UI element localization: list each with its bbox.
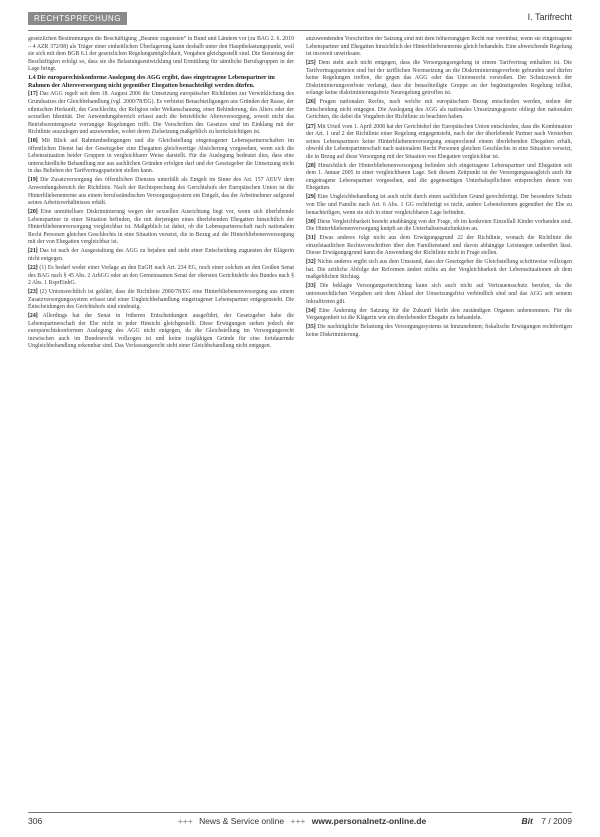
paragraph	[306, 36, 572, 59]
paragraph	[306, 194, 572, 217]
paragraph-number: [29]	[306, 194, 316, 201]
paragraph-number: [33]	[306, 283, 316, 290]
right-column	[306, 36, 572, 808]
paragraph-number: [27]	[306, 123, 316, 130]
paragraph	[28, 177, 294, 207]
paragraph-text: Nichts anderes ergibt sich aus dem Umstand, dass der Gesetzgeber die Gleichstellung schrittweise vollzogen hat. Die zeitliche Abfolge der Reformen ändert nichts an der Vergleichbarkeit der Lebenssituationen ab dem maßgeblichen Stichtag.	[306, 259, 572, 281]
paragraph-number: [19]	[28, 177, 38, 184]
paragraph	[306, 235, 572, 258]
paragraph	[306, 60, 572, 98]
footer-divider	[28, 812, 572, 813]
header-divider	[28, 30, 572, 31]
section-title: I. Tarifrecht	[527, 12, 572, 22]
paragraph-number: [32]	[306, 259, 316, 266]
paragraph-number: [28]	[306, 162, 316, 169]
paragraph-text: anzuwendenden Vorschriften der Satzung sind mit dem höherrangigen Recht nur vereinbar, wenn sie eingetragene Lebenspartner und Ehegatten hinsichtlich der Hinterbliebenenrente gleich behandeln. Eine abweichende Regelung ist insoweit unwirksam.	[306, 36, 572, 58]
paragraph	[306, 283, 572, 306]
paragraph	[28, 138, 294, 176]
footer-news-label: News & Service online	[199, 816, 285, 826]
paragraph	[28, 36, 294, 74]
paragraph	[306, 324, 572, 339]
paragraph-number: [21]	[28, 248, 38, 255]
footer-url-link[interactable]: www.personalnetz-online.de	[311, 816, 427, 826]
paragraph-text: Dem steht auch nicht entgegen, dass die Versorgungsregelung in einem Tarifvertrag enthalten ist. Die Tarifvertragsparteien sind bei der tariflichen Normsetzung an die Diskriminierungsverbote gebunden und dürfen keine Regelungen treffen, die gegen das AGG oder das Unionsrecht verstoßen. Der Schutzzweck der Diskriminierungsverbote verlangt, dass die benachteiligte Gruppe an der begünstigenden Regelung teilhat, solange keine diskriminierungsfreie Neuregelung getroffen ist.	[306, 60, 572, 97]
paragraph-number: [17]	[28, 91, 38, 98]
paragraph-number: [18]	[28, 138, 38, 145]
paragraph	[28, 91, 294, 136]
paragraph-number: [30]	[306, 218, 316, 225]
paragraph-text: Eine Änderung der Satzung für die Zukunft bleibt den zuständigen Organen unbenommen. Für die Vergangenheit ist die Klägerin wie ein überlebender Ehegatte zu behandeln.	[306, 307, 572, 322]
paragraph-number: [24]	[28, 313, 38, 320]
journal-info	[522, 816, 572, 826]
paragraph-text: Das AGG regelt seit dem 18. August 2006 die Umsetzung europäischer Richtlinien zur Verwirklichung des Grundsatzes der Gleichbehandlung (vgl. 2000/78/EG). Es verbietet Benachteiligungen aus Gründen der Rasse, der ethnischen Herkunft, des Geschlechts, der Religion oder Weltanschauung, einer Behinderung, des Alters oder der sexuellen Identität. Der Anwendungsbereich erfasst auch die betriebliche Altersversorgung, soweit nicht das Betriebsrentengesetz vorrangige Regelungen trifft. Die Vorschriften des Gesetzes sind im Einklang mit der Richtlinie auszulegen und anzuwenden, wobei deren Zielsetzung maßgeblich zu berücksichtigen ist.	[28, 91, 294, 136]
paragraph-text: Etwas anderes folgt nicht aus dem Erwägungsgrund 22 der Richtlinie, wonach die Richtlinie die einzelstaatlichen Rechtsvorschriften über den Familienstand und davon abhängige Leistungen unberührt lässt. Dieser Erwägungsgrund kann die Anwendung der Richtlinie nicht in Frage stellen.	[306, 235, 572, 257]
paragraph	[306, 99, 572, 122]
paragraph-number: [25]	[306, 60, 316, 67]
paragraph-text: Die beklagte Versorgungseinrichtung kann sich auch nicht auf Vertrauensschutz berufen, da die unionsrechtlichen Vorgaben seit dem Ablauf der Umsetzungsfrist verbindlich sind und das AGG seit seinem Inkrafttreten gilt.	[306, 283, 572, 305]
paragraph-number: [23]	[28, 289, 38, 296]
footer-separator-left: +++	[177, 816, 193, 826]
rubric-label: RECHTSPRECHUNG	[28, 12, 127, 25]
paragraph-text: (1) Es bedarf weder einer Vorlage an den EuGH nach Art. 234 EG, noch einer solchen an den Großen Senat des BAG nach § 45 Abs. 2 ArbGG oder an den Gemeinsamen Senat der obersten Gerichtshöfe des Bundes nach § 2 Abs. 1 RsprEinhG.	[28, 264, 294, 287]
paragraph-text: Eine Ungleichbehandlung ist auch nicht durch einen sachlichen Grund gerechtfertigt. Der besondere Schutz von Ehe und Familie nach Art. 6 Abs. 1 GG rechtfertigt es nicht, andere Lebensformen gegenüber der Ehe zu benachteiligen, wenn sie sich in einer vergleichbaren Lage befinden.	[306, 194, 572, 216]
text-columns	[28, 36, 572, 808]
paragraph-text: Die Zusatzversorgung des öffentlichen Dienstes unterfällt als Entgelt im Sinne des Art. 157 AEUV dem Anwendungsbereich der Richtlinie. Nach der Rechtsprechung des Gerichtshofs der Europäischen Union ist die Hinterbliebenenrente aus einem berufsständischen Versorgungssystem ein Entgelt, das der Arbeitnehmer aufgrund seines Arbeitsverhältnisses erhält.	[28, 177, 294, 207]
paragraph-text: Eine unmittelbare Diskriminierung wegen der sexuellen Ausrichtung liegt vor, wenn sich überlebende Lebenspartner in einer Situation befinden, die mit derjenigen eines überlebenden Ehegatten hinsichtlich der Hinterbliebenenversorgung vergleichbar ist. Maßgeblich ist dabei, ob die Lebenspartnerschaft nach nationalem Recht Personen gleichen Geschlechts in eine Situation versetzt, die in Bezug auf die Hinterbliebenenversorgung mit der von Ehegatten vergleichbar ist.	[28, 209, 294, 246]
paragraph	[306, 259, 572, 282]
paragraph-text: Das ist nach der Ausgestaltung des AGG zu bejahen und steht einer Entscheidung zugunsten der Klägerin nicht entgegen.	[28, 248, 294, 262]
paragraph-text: Diese Vergleichbarkeit besteht unabhängig von der Frage, ob im konkreten Einzelfall Kinder vorhanden sind. Die Hinterbliebenenversorgung knüpft an die Unterhaltsersatzfunktion an.	[306, 218, 572, 233]
paragraph-number: [35]	[306, 324, 316, 331]
section-heading: 1.4 Die europarechtskonforme Auslegung des AGG ergibt, dass eingetragene Lebenspartner im Rahmen der Altersversorgung nicht gegenüber Ehegatten benachteiligt werden dürfen.	[28, 75, 275, 89]
running-header	[28, 10, 572, 26]
paragraph-number: [34]	[306, 307, 316, 314]
paragraph	[306, 163, 572, 193]
paragraph-number: [31]	[306, 235, 316, 242]
paragraph-number: [20]	[28, 209, 38, 216]
paragraph	[306, 219, 572, 234]
paragraph-text: Mit Urteil vom 1. April 2008 hat der Gerichtshof der Europäischen Union entschieden, dass die Kombination der Art. 1 und 2 der Richtlinie einer Regelung entgegensteht, nach der der überlebende Partner nach Versterben seines Lebenspartners keine Hinterbliebenenversorgung entsprechend einem überlebenden Ehegatten erhält, obwohl die Lebenspartnerschaft nach nationalem Recht Personen gleichen Geschlechts in eine Situation versetzt, die in Bezug auf diese Versorgung mit der Situation von Ehegatten vergleichbar ist.	[306, 123, 572, 160]
paragraph-text: Allerdings hat der Senat in früheren Entscheidungen ausgeführt, der Gesetzgeber habe die Lebenspartnerschaft der Ehe nicht in jeder Hinsicht gleichgestellt. Diese Erwägungen stehen jedoch der europarechtskonformen Auslegung des AGG nicht entgegen, da die Gleichstellung im Versorgungsrecht inzwischen auch im Bundesrecht vollzogen ist und keine tragfähigen Gründe für eine fortdauernde Ungleichbehandlung erkennbar sind. Das Verfassungsrecht steht einer Gleichbehandlung nicht entgegen.	[28, 313, 294, 350]
paragraph	[28, 289, 294, 312]
footer-separator-right: +++	[290, 816, 306, 826]
footer-promo	[28, 816, 572, 826]
paragraph-text: Mit Blick auf Rahmenbedingungen und die Gleichstellung eingetragener Lebenspartnerschaften im öffentlichen Dienst hat der Gesetzgeber eine Ehegatten gleichwertige Absicherung vorgesehen, wenn sich die Lebenssituation beider Gruppen in vergleichbarer Weise darstellt. Für die Auslegung bedeutet dies, dass eine unterschiedliche Behandlung nur aus sachlichen Gründen erfolgen darf und der Gesetzgeber die Umsetzung nicht in das Belieben der Tarifvertragsparteien stellen kann.	[28, 138, 294, 175]
left-column	[28, 36, 294, 808]
paragraph	[28, 265, 294, 288]
journal-name: Bit	[521, 816, 533, 826]
paragraph	[28, 313, 294, 351]
page-number: 306	[28, 816, 43, 826]
paragraph	[28, 209, 294, 247]
running-footer	[28, 816, 572, 830]
paragraph	[306, 308, 572, 323]
paragraph-text: Die nachträgliche Belastung des Versorgungssystems ist hinzunehmen; fiskalische Erwägungen rechtfertigen keine Diskriminierung.	[306, 324, 572, 338]
paragraph-text: Hinsichtlich der Hinterbliebenenversorgung befinden sich eingetragene Lebenspartner und Ehegatten seit dem 1. Januar 2005 in einer vergleichbaren Lage. Seit diesem Zeitpunkt ist der Versorgungsausgleich auch für eingetragene Lebenspartner vorgesehen, und die gegenseitigen Unterhaltspflichten entsprechen denen von Ehegatten.	[306, 162, 572, 192]
journal-issue: 7 / 2009	[541, 816, 572, 826]
paragraph-text: (2) Unionsrechtlich ist geklärt, dass die Richtlinie 2000/78/EG eine Hinterbliebenenversorgung aus einem Zusatzversorgungssystem erfasst und einer Ungleichbehandlung eingetragener Lebenspartner entgegensteht. Die Entscheidungen des Gerichtshofs sind eindeutig.	[28, 289, 294, 311]
paragraph-number: [26]	[306, 99, 316, 106]
paragraph	[306, 124, 572, 162]
paragraph	[28, 248, 294, 263]
paragraph-text: Fragen nationalen Rechts, nach welche mit europäischem Bezug entschieden werden, stehen der Entscheidung nicht entgegen. Die Auslegung des AGG als nationales Umsetzungsgesetz obliegt den nationalen Gerichten, die dabei die Vorgaben der Richtlinie zu beachten haben.	[306, 99, 572, 121]
paragraph-text: gesetzlichen Bestimmungen die Beschäftigung „Beamte zugunsten“ in Bund und Ländern vor (zu BAG 2. 6. 2010 – 4 AZR 372/08) als Träger einer einheitlichen Überlagerung kann deshalb unter den Hauptbelastungspunkt, weil sie sich mit dem BGB 6.1 der gesetzlichen Regelungsmöglichkeit, Vorgaben gleichgestellt sind. Die Steuerung der Beschäftigten erfolgt so, dass sie die Belastungsentwicklung und Ermittlung für sämtliche Berufsgruppen in der Lage bringt.	[28, 36, 294, 73]
paragraph-number: [22]	[28, 264, 38, 271]
